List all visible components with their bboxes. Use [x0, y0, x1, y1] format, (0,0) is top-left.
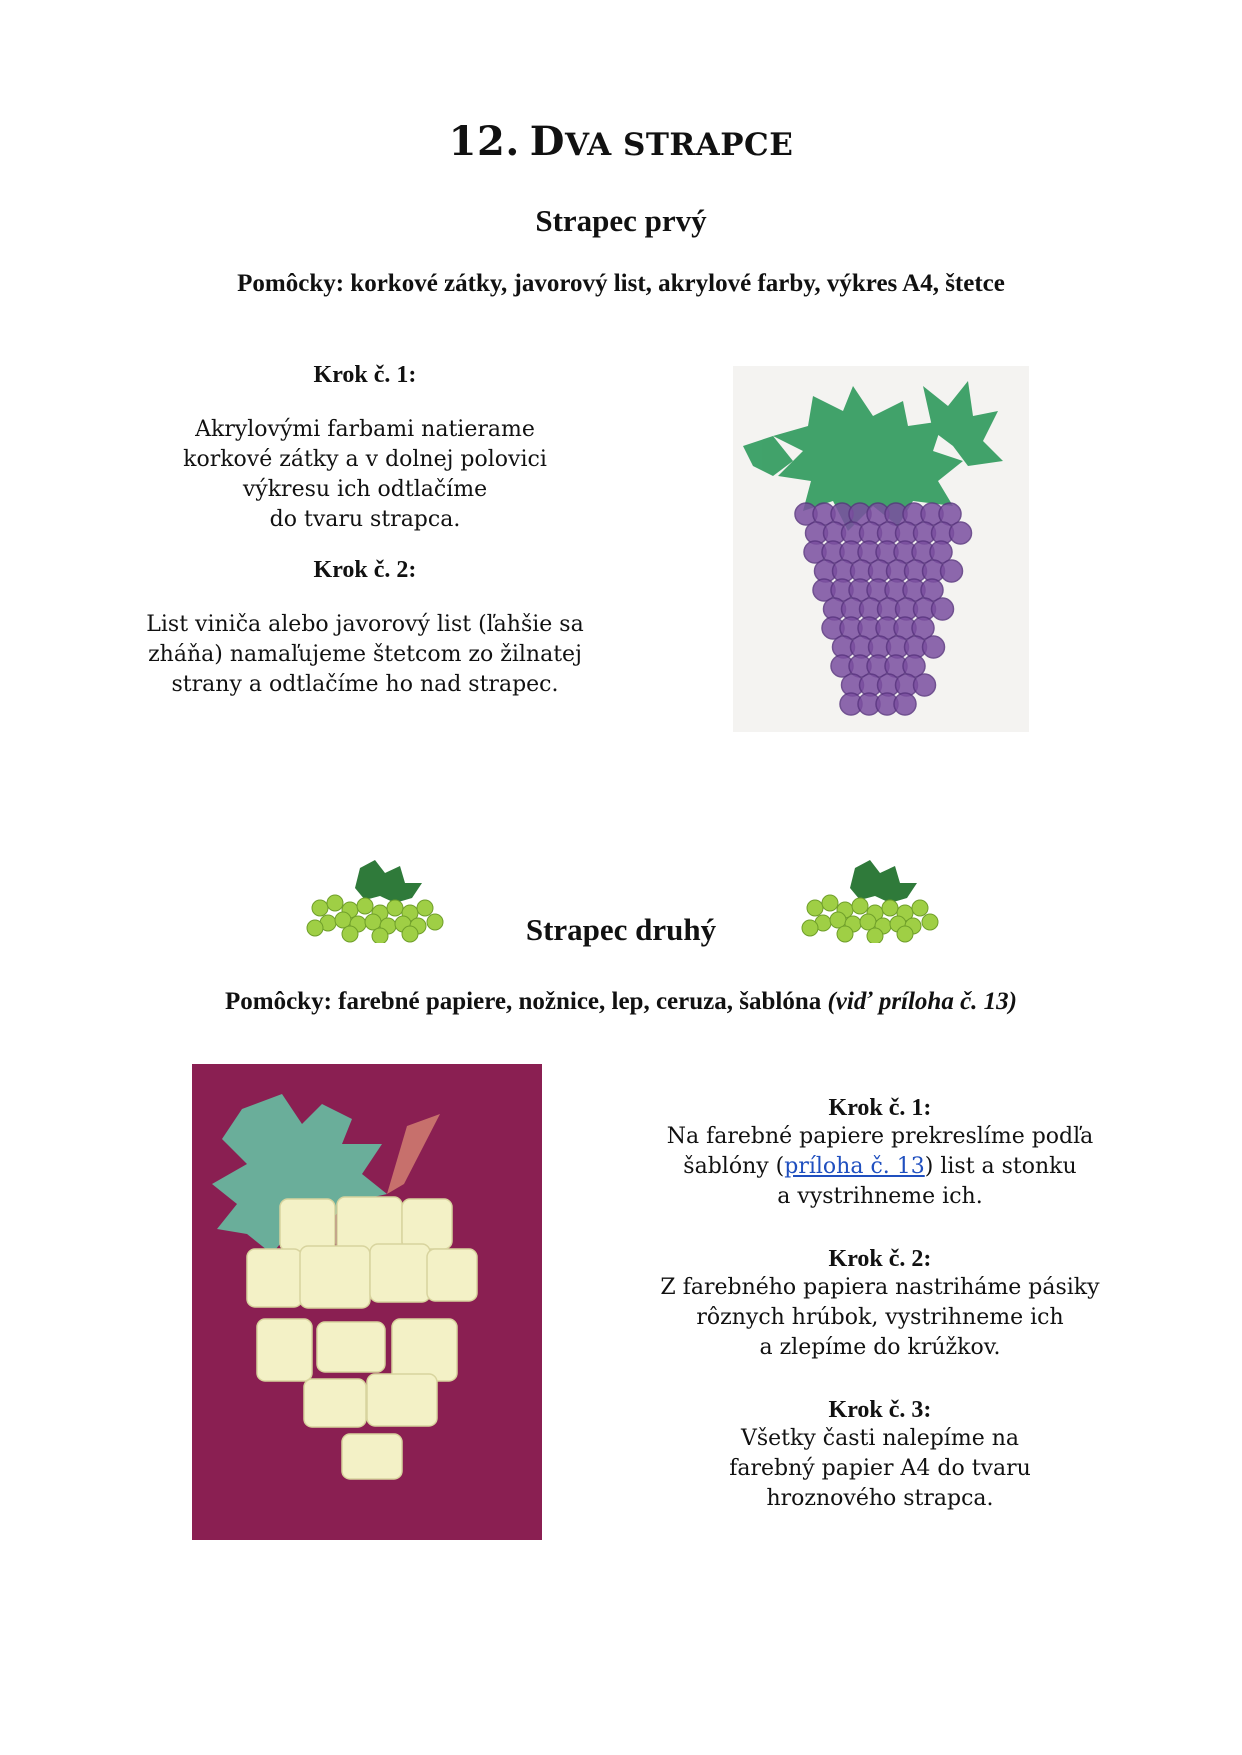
step1-line: korkové zátky a v dolnej polovici	[183, 447, 547, 472]
s2-step3-line: Všetky časti nalepíme na	[740, 1426, 1019, 1451]
s2-step2-line: Z farebného papiera nastriháme pásiky	[660, 1275, 1100, 1300]
s2-step1-line-with-link	[640, 1152, 1120, 1182]
s2-step2-line: a zlepíme do krúžkov.	[759, 1335, 1001, 1360]
step1-line: do tvaru strapca.	[269, 507, 461, 532]
s2-step2-label: Krok č. 2:	[828, 1246, 932, 1272]
s2-step2-line: rôznych hrúbok, vystrihneme ich	[696, 1305, 1064, 1330]
title-rest: VA STRAPCE	[564, 127, 794, 163]
s2-step3-line: hroznového strapca.	[766, 1486, 994, 1511]
paper-craft-grape-photo	[192, 1064, 542, 1540]
text-fragment: šablóny (	[683, 1154, 785, 1179]
step1-text	[130, 415, 600, 535]
section2-aids	[0, 988, 1242, 1016]
step2-label: Krok č. 2:	[313, 557, 417, 583]
step1-label: Krok č. 1:	[313, 362, 417, 388]
section2-aids-main: Pomôcky: farebné papiere, nožnice, lep, ceruza, šablóna	[224, 988, 828, 1015]
step2-line: strany a odtlačíme ho nad strapec.	[171, 672, 559, 697]
s2-step1-line: a vystrihneme ich.	[777, 1184, 983, 1209]
text-fragment: ) list a stonku	[924, 1154, 1077, 1179]
section2-heading: Strapec druhý	[525, 912, 717, 947]
s2-step1-label: Krok č. 1:	[828, 1095, 932, 1121]
s2-step2-text	[640, 1273, 1120, 1363]
section1-aids: Pomôcky: korkové zátky, javorový list, akrylové farby, výkres A4, štetce	[237, 270, 1005, 297]
s2-step1-text	[640, 1122, 1120, 1212]
s2-step3-text	[640, 1424, 1120, 1514]
step2-line: List viniča alebo javorový list (ľahšie sa	[146, 612, 584, 637]
step2-text	[130, 610, 600, 700]
s2-step3-line: farebný papier A4 do tvaru	[729, 1456, 1031, 1481]
title-initial: D	[529, 118, 565, 165]
title-number: 12.	[448, 118, 520, 165]
section2-steps	[640, 1095, 1120, 1514]
section1-steps	[130, 362, 600, 700]
step1-line: výkresu ich odtlačíme	[242, 477, 488, 502]
s2-step1-line: Na farebné papiere prekreslíme podľa	[666, 1124, 1094, 1149]
painted-grape-photo	[733, 366, 1029, 732]
page-title	[0, 118, 1242, 165]
section1-heading: Strapec prvý	[535, 203, 707, 238]
section2-aids-note: (viď príloha č. 13)	[827, 988, 1018, 1015]
step2-line: zháňa) namaľujeme štetcom zo žilnatej	[148, 642, 582, 667]
step1-line: Akrylovými farbami natierame	[195, 417, 535, 442]
s2-step3-label: Krok č. 3:	[828, 1397, 932, 1423]
appendix-link[interactable]: príloha č. 13	[784, 1154, 925, 1179]
